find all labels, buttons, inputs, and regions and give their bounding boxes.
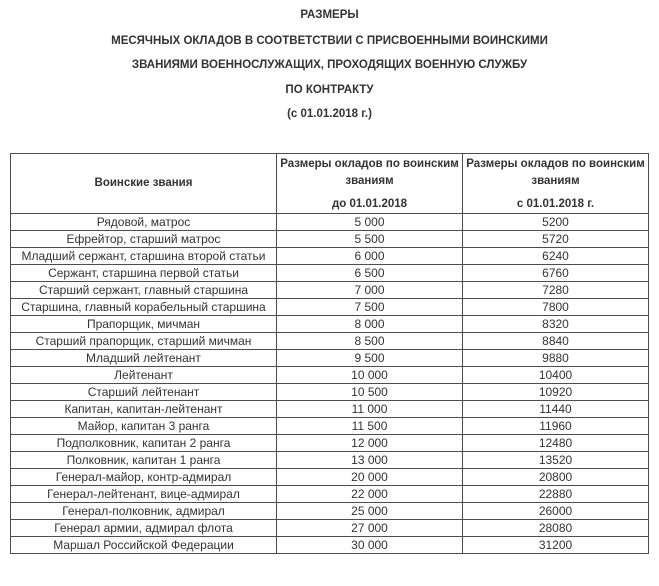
table-row (11, 503, 649, 520)
salary-after-cell: 5720 (463, 231, 649, 248)
rank-cell: Маршал Российской Федерации (11, 537, 277, 554)
rank-cell: Младший сержант, старшина второй статьи (11, 248, 277, 265)
column-header-after-title: Размеры окладов по воинским званиям (466, 158, 645, 187)
salary-after-cell: 8320 (463, 316, 649, 333)
rank-cell: Сержант, старшина первой статьи (11, 265, 277, 282)
table-row (11, 299, 649, 316)
salary-table (10, 153, 649, 554)
table-row (11, 231, 649, 248)
table-body (11, 214, 649, 554)
rank-cell: Ефрейтор, старший матрос (11, 231, 277, 248)
column-header-before-date: до 01.01.2018 (331, 198, 408, 210)
salary-before-cell: 10 000 (277, 367, 463, 384)
salary-before-cell: 8 500 (277, 333, 463, 350)
rank-cell: Прапорщик, мичман (11, 316, 277, 333)
salary-before-cell: 13 000 (277, 452, 463, 469)
rank-cell: Генерал-майор, контр-адмирал (11, 469, 277, 486)
salary-before-cell: 25 000 (277, 503, 463, 520)
salary-after-cell: 5200 (463, 214, 649, 231)
salary-after-cell: 7280 (463, 282, 649, 299)
salary-before-cell: 6 000 (277, 248, 463, 265)
table-row (11, 469, 649, 486)
table-row (11, 316, 649, 333)
table-row (11, 333, 649, 350)
salary-after-cell: 13520 (463, 452, 649, 469)
column-header-after-date: с 01.01.2018 г. (516, 198, 595, 210)
salary-after-cell: 6760 (463, 265, 649, 282)
column-header-rank: Воинские звания (11, 154, 277, 214)
rank-cell: Генерал-лейтенант, вице-адмирал (11, 486, 277, 503)
salary-after-cell: 7800 (463, 299, 649, 316)
rank-cell: Старший лейтенант (11, 384, 277, 401)
heading-date: (с 01.01.2018 г.) (287, 108, 372, 120)
salary-before-cell: 11 500 (277, 418, 463, 435)
table-row (11, 248, 649, 265)
rank-cell: Подполковник, капитан 2 ранга (11, 435, 277, 452)
salary-after-cell: 6240 (463, 248, 649, 265)
salary-before-cell: 12 000 (277, 435, 463, 452)
rank-cell: Капитан, капитан-лейтенант (11, 401, 277, 418)
salary-after-cell: 9880 (463, 350, 649, 367)
salary-before-cell: 27 000 (277, 520, 463, 537)
salary-after-cell: 31200 (463, 537, 649, 554)
salary-after-cell: 28080 (463, 520, 649, 537)
salary-before-cell: 10 500 (277, 384, 463, 401)
rank-cell: Генерал армии, адмирал флота (11, 520, 277, 537)
column-header-after (463, 154, 649, 214)
salary-before-cell: 7 000 (277, 282, 463, 299)
heading-line-4: ПО КОНТРАКТУ (285, 84, 374, 96)
table-row (11, 435, 649, 452)
rank-cell: Старший сержант, главный старшина (11, 282, 277, 299)
table-row (11, 282, 649, 299)
table-row (11, 537, 649, 554)
table-row (11, 401, 649, 418)
salary-before-cell: 22 000 (277, 486, 463, 503)
heading-title: РАЗМЕРЫ (300, 9, 359, 21)
salary-after-cell: 20800 (463, 469, 649, 486)
salary-before-cell: 5 500 (277, 231, 463, 248)
salary-after-cell: 11960 (463, 418, 649, 435)
rank-cell: Лейтенант (11, 367, 277, 384)
salary-before-cell: 7 500 (277, 299, 463, 316)
table-row (11, 367, 649, 384)
column-header-before-title: Размеры окладов по воинским званиям (280, 158, 459, 187)
salary-before-cell: 6 500 (277, 265, 463, 282)
salary-after-cell: 12480 (463, 435, 649, 452)
table-row (11, 214, 649, 231)
salary-before-cell: 11 000 (277, 401, 463, 418)
column-header-before (277, 154, 463, 214)
rank-cell: Рядовой, матрос (11, 214, 277, 231)
rank-cell: Полковник, капитан 1 ранга (11, 452, 277, 469)
table-row (11, 265, 649, 282)
table-row (11, 520, 649, 537)
heading-line-3: ЗВАНИЯМИ ВОЕННОСЛУЖАЩИХ, ПРОХОДЯЩИХ ВОЕННУЮ СЛУЖБУ (131, 59, 528, 71)
salary-before-cell: 30 000 (277, 537, 463, 554)
table-row (11, 486, 649, 503)
salary-before-cell: 5 000 (277, 214, 463, 231)
table-row (11, 418, 649, 435)
rank-cell: Старший прапорщик, старший мичман (11, 333, 277, 350)
salary-after-cell: 22880 (463, 486, 649, 503)
salary-before-cell: 9 500 (277, 350, 463, 367)
salary-after-cell: 8840 (463, 333, 649, 350)
table-row (11, 350, 649, 367)
rank-cell: Майор, капитан 3 ранга (11, 418, 277, 435)
salary-before-cell: 8 000 (277, 316, 463, 333)
salary-before-cell: 20 000 (277, 469, 463, 486)
rank-cell: Старшина, главный корабельный старшина (11, 299, 277, 316)
salary-after-cell: 10400 (463, 367, 649, 384)
salary-after-cell: 10920 (463, 384, 649, 401)
salary-after-cell: 26000 (463, 503, 649, 520)
rank-cell: Генерал-полковник, адмирал (11, 503, 277, 520)
heading-line-2: МЕСЯЧНЫХ ОКЛАДОВ В СООТВЕТСТВИИ С ПРИСВОЕННЫМИ ВОИНСКИМИ (111, 35, 548, 47)
table-row (11, 452, 649, 469)
rank-cell: Младший лейтенант (11, 350, 277, 367)
salary-after-cell: 11440 (463, 401, 649, 418)
table-row (11, 384, 649, 401)
table-header-row (11, 154, 649, 214)
